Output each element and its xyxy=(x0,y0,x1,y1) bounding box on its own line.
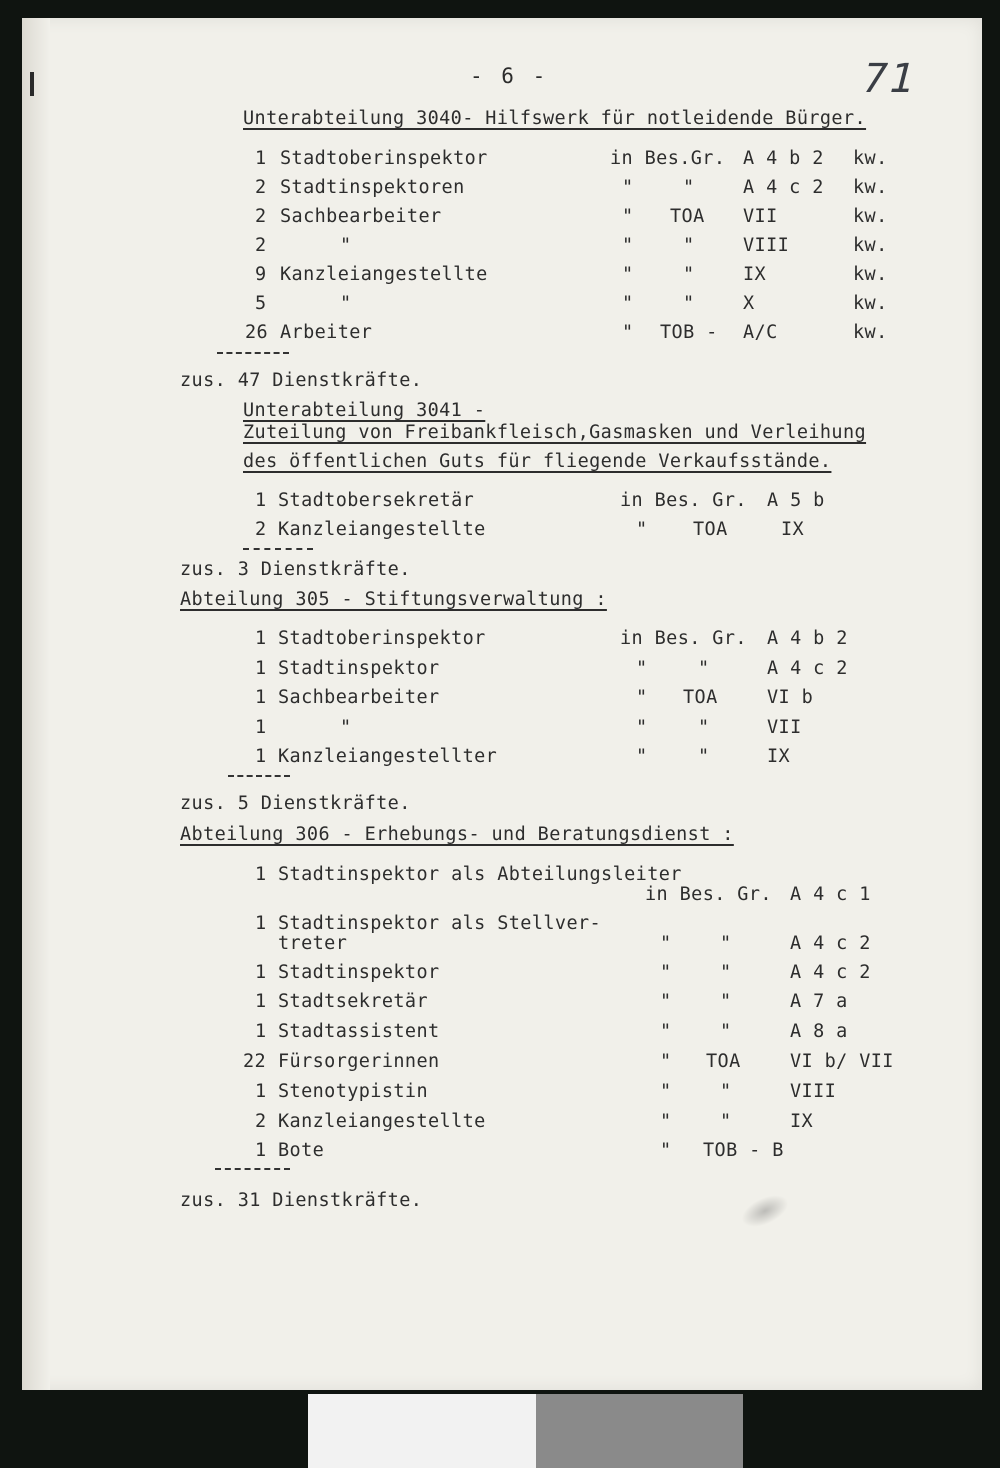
row-title: Fürsorgerinnen xyxy=(278,1051,440,1072)
row-group: IX xyxy=(790,1111,814,1132)
row-title: Stadtassistent xyxy=(278,1021,440,1042)
row-count: 26 xyxy=(245,322,269,343)
row-count: 2 xyxy=(255,519,267,540)
section-total: zus. 47 Dienstkräfte. xyxy=(180,370,423,391)
grey-reference-card xyxy=(536,1394,743,1468)
page-number: - 6 - xyxy=(470,64,549,88)
row-count: 2 xyxy=(255,177,267,198)
row-count: 1 xyxy=(255,148,267,169)
row-scheme: " xyxy=(683,264,695,285)
row-scheme: in Bes. Gr. xyxy=(620,490,747,511)
row-count: 1 xyxy=(255,746,267,767)
row-count: 1 xyxy=(255,687,267,708)
row-ditto: " xyxy=(660,1081,672,1102)
row-count: 1 xyxy=(255,658,267,679)
row-group: A 5 b xyxy=(767,490,825,511)
row-scheme: TOB - xyxy=(660,322,718,343)
row-ditto: " xyxy=(636,687,648,708)
row-ditto: " xyxy=(660,991,672,1012)
white-reference-card xyxy=(308,1394,536,1468)
row-group: A 4 c 2 xyxy=(790,933,871,954)
row-ditto: " xyxy=(660,1051,672,1072)
row-ditto: " xyxy=(622,264,634,285)
row-title: Stadtobersekretär xyxy=(278,490,475,511)
scanner-reference-cards xyxy=(308,1394,743,1468)
row-count: 1 xyxy=(255,1140,267,1161)
row-scheme: TOB - B xyxy=(703,1140,784,1161)
row-title: Stadtinspektor xyxy=(278,962,440,983)
row-group: VI b/ VII xyxy=(790,1051,894,1072)
row-ditto: " xyxy=(636,519,648,540)
row-ditto: " xyxy=(660,1140,672,1161)
section-title-3041-line3: des öffentlichen Guts für fliegende Verkaufsstände. xyxy=(243,451,832,472)
row-scheme: " xyxy=(683,177,695,198)
row-count: 2 xyxy=(255,1111,267,1132)
row-scheme: in Bes. Gr. xyxy=(645,884,772,905)
row-ditto: " xyxy=(660,962,672,983)
row-ditto: " xyxy=(636,717,648,738)
row-scheme: in Bes.Gr. xyxy=(610,148,726,169)
row-count: 1 xyxy=(255,490,267,511)
row-group: VII xyxy=(767,717,802,738)
row-scheme: " xyxy=(720,1081,732,1102)
row-note: kw. xyxy=(853,322,888,343)
row-note: kw. xyxy=(853,235,888,256)
row-title: Stadtsekretär xyxy=(278,991,428,1012)
sum-rule xyxy=(217,352,289,354)
row-note: kw. xyxy=(853,293,888,314)
section-total: zus. 5 Dienstkräfte. xyxy=(180,793,411,814)
row-ditto: " xyxy=(622,177,634,198)
row-note: kw. xyxy=(853,206,888,227)
row-title: Stadtinspektor xyxy=(278,658,440,679)
row-group: VIII xyxy=(790,1081,837,1102)
row-title: Stadtoberinspektor xyxy=(280,148,488,169)
row-title: Bote xyxy=(278,1140,325,1161)
row-scheme: " xyxy=(720,1021,732,1042)
row-count: 9 xyxy=(255,264,267,285)
row-scheme: TOA xyxy=(706,1051,741,1072)
section-total: zus. 31 Dienstkräfte. xyxy=(180,1190,423,1211)
row-scheme: " xyxy=(698,717,710,738)
row-scheme: " xyxy=(698,658,710,679)
row-title: Sachbearbeiter xyxy=(280,206,442,227)
row-group: A 4 c 1 xyxy=(790,884,871,905)
section-title-3041-line2: Zuteilung von Freibankfleisch,Gasmasken und Verleihung xyxy=(243,422,867,443)
row-ditto: " xyxy=(636,746,648,767)
punch-mark xyxy=(30,72,34,96)
row-group: A 4 b 2 xyxy=(767,628,848,649)
row-count: 1 xyxy=(255,864,267,885)
row-scheme: TOA xyxy=(683,687,718,708)
row-count: 1 xyxy=(255,1081,267,1102)
row-title: Kanzleiangestellte xyxy=(280,264,488,285)
row-group: X xyxy=(743,293,755,314)
sum-rule xyxy=(228,775,290,777)
row-group: A 4 c 2 xyxy=(743,177,824,198)
row-count: 1 xyxy=(255,717,267,738)
row-scheme: " xyxy=(698,746,710,767)
row-count: 5 xyxy=(255,293,267,314)
row-group: IX xyxy=(781,519,805,540)
row-count: 1 xyxy=(255,1021,267,1042)
row-count: 2 xyxy=(255,206,267,227)
row-count: 1 xyxy=(255,628,267,649)
binding-edge xyxy=(22,18,50,1390)
row-ditto: " xyxy=(636,658,648,679)
sum-rule xyxy=(215,1168,290,1170)
row-group: IX xyxy=(743,264,767,285)
row-note: kw. xyxy=(853,177,888,198)
row-ditto: " xyxy=(622,322,634,343)
row-count: 1 xyxy=(255,991,267,1012)
row-scheme: in Bes. Gr. xyxy=(620,628,747,649)
row-title: Kanzleiangestellter xyxy=(278,746,498,767)
row-ditto: " xyxy=(622,235,634,256)
row-count: 1 xyxy=(255,962,267,983)
row-group: A 7 a xyxy=(790,991,848,1012)
row-ditto: " xyxy=(660,1021,672,1042)
row-count: 1 xyxy=(255,913,267,934)
row-group: A 4 c 2 xyxy=(790,962,871,983)
row-note: kw. xyxy=(853,148,888,169)
section-total: zus. 3 Dienstkräfte. xyxy=(180,559,411,580)
section-title-305: Abteilung 305 - Stiftungsverwaltung : xyxy=(180,589,607,610)
row-title: " xyxy=(340,293,352,314)
row-scheme: " xyxy=(720,933,732,954)
section-title-3040: Unterabteilung 3040- Hilfswerk für notleidende Bürger. xyxy=(243,108,867,129)
row-scheme: " xyxy=(720,991,732,1012)
row-scheme: " xyxy=(720,962,732,983)
row-group: VIII xyxy=(743,235,790,256)
row-title: Stadtoberinspektor xyxy=(278,628,486,649)
row-count: 2 xyxy=(255,235,267,256)
row-group: A 4 c 2 xyxy=(767,658,848,679)
row-title: Stadtinspektor als Abteilungsleiter xyxy=(278,864,682,885)
row-ditto: " xyxy=(660,933,672,954)
row-ditto: " xyxy=(660,1111,672,1132)
row-title: Stadtinspektoren xyxy=(280,177,465,198)
row-scheme: " xyxy=(683,293,695,314)
section-title-306: Abteilung 306 - Erhebungs- und Beratungsdienst : xyxy=(180,824,734,845)
row-group: IX xyxy=(767,746,791,767)
row-scheme: TOA xyxy=(670,206,705,227)
row-ditto: " xyxy=(622,206,634,227)
section-title-3041: Unterabteilung 3041 - xyxy=(243,400,486,421)
sum-rule xyxy=(243,548,313,550)
row-count: 22 xyxy=(243,1051,267,1072)
row-title-continuation: treter xyxy=(278,933,348,954)
row-scheme: " xyxy=(683,235,695,256)
row-note: kw. xyxy=(853,264,888,285)
row-group: A/C xyxy=(743,322,778,343)
row-title: Arbeiter xyxy=(280,322,373,343)
row-scheme: TOA xyxy=(693,519,728,540)
row-ditto: " xyxy=(622,293,634,314)
row-group: VI b xyxy=(767,687,814,708)
row-title: " xyxy=(340,717,352,738)
document-page xyxy=(22,18,982,1390)
row-title: Kanzleiangestellte xyxy=(278,519,486,540)
handwritten-folio-number: 71 xyxy=(856,56,923,102)
row-title: Kanzleiangestellte xyxy=(278,1111,486,1132)
row-title: Sachbearbeiter xyxy=(278,687,440,708)
row-title: Stenotypistin xyxy=(278,1081,428,1102)
row-group: A 8 a xyxy=(790,1021,848,1042)
row-title: Stadtinspektor als Stellver- xyxy=(278,913,602,934)
row-group: A 4 b 2 xyxy=(743,148,824,169)
row-title: " xyxy=(340,235,352,256)
row-group: VII xyxy=(743,206,778,227)
row-scheme: " xyxy=(720,1111,732,1132)
